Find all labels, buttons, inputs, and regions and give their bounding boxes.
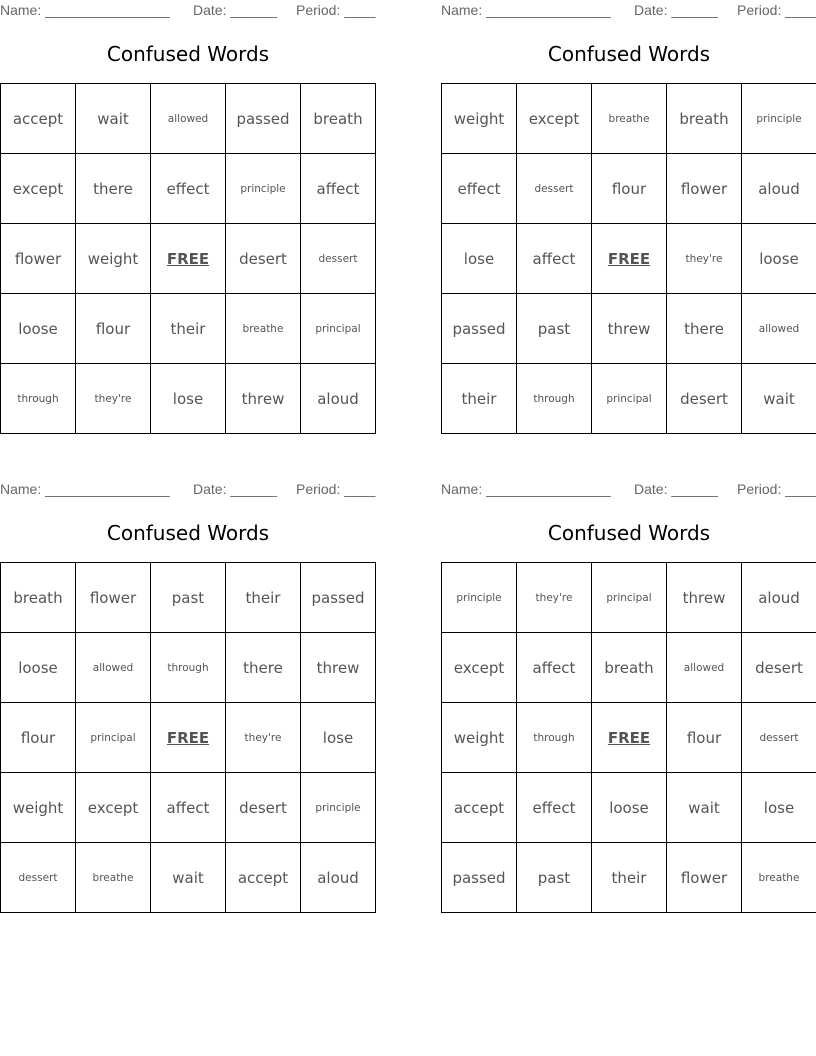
grid-cell: principal	[592, 563, 667, 633]
grid-cell: breathe	[742, 843, 816, 913]
grid-row	[442, 84, 816, 154]
grid-cell: desert	[226, 224, 301, 294]
grid-cell: passed	[442, 294, 517, 364]
grid-cell: breath	[301, 84, 376, 154]
grid-cell: flour	[76, 294, 151, 364]
grid-cell: loose	[1, 294, 76, 364]
grid-cell: except	[442, 633, 517, 703]
grid-cell: flower	[1, 224, 76, 294]
grid-cell: their	[226, 563, 301, 633]
grid-cell: weight	[442, 84, 517, 154]
grid-cell: breath	[592, 633, 667, 703]
grid-cell: except	[517, 84, 592, 154]
grid-cell: lose	[442, 224, 517, 294]
grid-cell: there	[76, 154, 151, 224]
student-header	[441, 479, 816, 499]
date-field-label: Date: ______	[193, 2, 278, 18]
grid-cell: affect	[151, 773, 226, 843]
date-field-label: Date: ______	[634, 481, 719, 497]
grid-cell: wait	[76, 84, 151, 154]
card-title: Confused Words	[106, 521, 270, 545]
grid-cell: breath	[667, 84, 742, 154]
bingo-card-1	[0, 0, 376, 435]
grid-cell: passed	[226, 84, 301, 154]
grid-cell: lose	[301, 703, 376, 773]
name-field-label: Name: ________________	[441, 481, 611, 497]
grid-cell: past	[151, 563, 226, 633]
grid-cell: breathe	[226, 294, 301, 364]
grid-cell: affect	[301, 154, 376, 224]
grid-cell: effect	[151, 154, 226, 224]
grid-row	[1, 633, 376, 703]
grid-cell: allowed	[151, 84, 226, 154]
grid-cell: breathe	[592, 84, 667, 154]
grid-cell: through	[151, 633, 226, 703]
card-title: Confused Words	[547, 521, 711, 545]
grid-cell: passed	[442, 843, 517, 913]
grid-cell: they're	[667, 224, 742, 294]
grid-cell: principle	[442, 563, 517, 633]
free-space-cell: FREE	[151, 703, 226, 773]
grid-row	[1, 773, 376, 843]
grid-cell: there	[226, 633, 301, 703]
grid-cell: weight	[76, 224, 151, 294]
grid-row	[442, 563, 816, 633]
grid-cell: they're	[517, 563, 592, 633]
grid-row	[1, 84, 376, 154]
grid-row	[442, 224, 816, 294]
grid-cell: desert	[742, 633, 816, 703]
grid-cell: principal	[76, 703, 151, 773]
bingo-grid	[0, 562, 376, 913]
grid-row	[442, 294, 816, 364]
name-field-label: Name: ________________	[441, 2, 611, 18]
grid-cell: through	[1, 364, 76, 434]
grid-row	[442, 843, 816, 913]
grid-cell: threw	[667, 563, 742, 633]
grid-cell: principle	[301, 773, 376, 843]
grid-cell: through	[517, 364, 592, 434]
grid-cell: wait	[742, 364, 816, 434]
grid-cell: principle	[742, 84, 816, 154]
grid-cell: affect	[517, 633, 592, 703]
grid-cell: passed	[301, 563, 376, 633]
grid-cell: accept	[1, 84, 76, 154]
grid-cell: allowed	[76, 633, 151, 703]
grid-row	[1, 703, 376, 773]
grid-cell: weight	[1, 773, 76, 843]
grid-cell: they're	[226, 703, 301, 773]
grid-cell: past	[517, 294, 592, 364]
grid-cell: threw	[301, 633, 376, 703]
grid-row	[442, 773, 816, 843]
grid-cell: allowed	[742, 294, 816, 364]
student-header	[441, 0, 816, 20]
grid-cell: affect	[517, 224, 592, 294]
grid-row	[442, 154, 816, 224]
free-space-cell: FREE	[592, 703, 667, 773]
grid-row	[1, 563, 376, 633]
grid-cell: lose	[742, 773, 816, 843]
grid-cell: aloud	[742, 154, 816, 224]
grid-cell: lose	[151, 364, 226, 434]
period-field-label: Period: ____	[737, 2, 816, 18]
card-title: Confused Words	[547, 42, 711, 66]
grid-cell: aloud	[301, 843, 376, 913]
grid-cell: their	[442, 364, 517, 434]
bingo-grid	[441, 83, 816, 434]
grid-row	[442, 633, 816, 703]
free-space-cell: FREE	[592, 224, 667, 294]
bingo-grid	[0, 83, 376, 434]
grid-cell: threw	[226, 364, 301, 434]
grid-cell: breath	[1, 563, 76, 633]
grid-cell: effect	[442, 154, 517, 224]
bingo-grid	[441, 562, 816, 913]
grid-cell: desert	[226, 773, 301, 843]
grid-cell: effect	[517, 773, 592, 843]
grid-row	[1, 224, 376, 294]
date-field-label: Date: ______	[193, 481, 278, 497]
grid-cell: principal	[592, 364, 667, 434]
grid-cell: flower	[667, 154, 742, 224]
period-field-label: Period: ____	[296, 481, 376, 497]
grid-cell: except	[1, 154, 76, 224]
student-header	[0, 0, 376, 20]
grid-cell: principal	[301, 294, 376, 364]
grid-cell: loose	[1, 633, 76, 703]
period-field-label: Period: ____	[296, 2, 376, 18]
grid-cell: past	[517, 843, 592, 913]
grid-cell: breathe	[76, 843, 151, 913]
grid-cell: dessert	[1, 843, 76, 913]
grid-row	[1, 843, 376, 913]
grid-row	[442, 364, 816, 434]
date-field-label: Date: ______	[634, 2, 719, 18]
grid-cell: dessert	[742, 703, 816, 773]
grid-cell: accept	[442, 773, 517, 843]
grid-cell: aloud	[301, 364, 376, 434]
student-header	[0, 479, 376, 499]
bingo-card-3	[0, 479, 376, 914]
grid-cell: flower	[76, 563, 151, 633]
grid-cell: they're	[76, 364, 151, 434]
bingo-card-2	[441, 0, 816, 435]
grid-cell: except	[76, 773, 151, 843]
grid-row	[1, 294, 376, 364]
grid-cell: loose	[592, 773, 667, 843]
grid-cell: flour	[667, 703, 742, 773]
bingo-card-4	[441, 479, 816, 914]
grid-cell: desert	[667, 364, 742, 434]
grid-cell: principle	[226, 154, 301, 224]
name-field-label: Name: ________________	[0, 481, 170, 497]
grid-cell: weight	[442, 703, 517, 773]
grid-cell: aloud	[742, 563, 816, 633]
card-title: Confused Words	[106, 42, 270, 66]
grid-row	[442, 703, 816, 773]
grid-cell: there	[667, 294, 742, 364]
grid-cell: loose	[742, 224, 816, 294]
period-field-label: Period: ____	[737, 481, 816, 497]
grid-cell: wait	[667, 773, 742, 843]
grid-cell: dessert	[301, 224, 376, 294]
free-space-cell: FREE	[151, 224, 226, 294]
grid-cell: flour	[592, 154, 667, 224]
grid-cell: their	[151, 294, 226, 364]
grid-cell: through	[517, 703, 592, 773]
grid-row	[1, 154, 376, 224]
grid-row	[1, 364, 376, 434]
name-field-label: Name: ________________	[0, 2, 170, 18]
grid-cell: threw	[592, 294, 667, 364]
grid-cell: wait	[151, 843, 226, 913]
grid-cell: flower	[667, 843, 742, 913]
grid-cell: dessert	[517, 154, 592, 224]
grid-cell: accept	[226, 843, 301, 913]
grid-cell: flour	[1, 703, 76, 773]
grid-cell: allowed	[667, 633, 742, 703]
grid-cell: their	[592, 843, 667, 913]
